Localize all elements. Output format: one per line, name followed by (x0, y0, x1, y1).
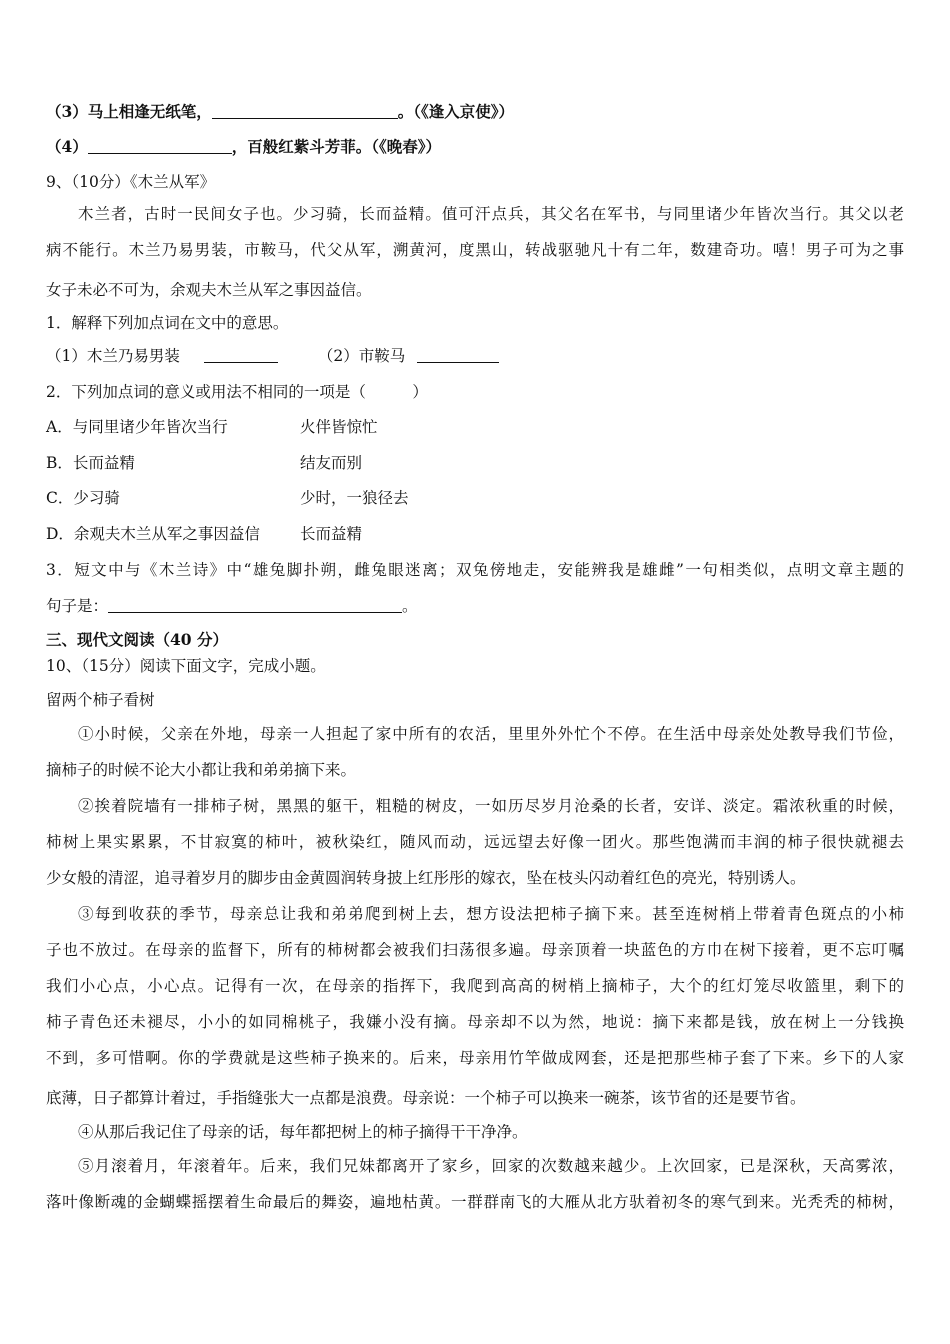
answer-blank[interactable] (212, 103, 398, 119)
article-paragraph-line: 我们小心点，小心点。记得有一次，在母亲的指挥下，我爬到高高的树梢上摘柿子，大个的红灯笼尽收篮里，剩下的 (46, 977, 904, 995)
article-paragraph-line: ④从那后我记住了母亲的话，每年都把树上的柿子摘得干干净净。 (78, 1123, 528, 1141)
question-10-header: 10、（15分）阅读下面文字，完成小题。 (46, 657, 326, 675)
passage-line: 木兰者，古时一民间女子也。少习骑，长而益精。值可汗点兵，其父名在军书，与同里诸少年皆次当行。其父以老 (78, 205, 904, 223)
option-b-right: 结友而别 (300, 454, 363, 472)
option-a-left[interactable]: A．与同里诸少年皆次当行 (46, 418, 228, 436)
poem-question-3 (46, 102, 514, 122)
option-a-right: 火伴皆惊忙 (300, 418, 378, 436)
sub1-item-a: （1）木兰乃易男装 (46, 347, 180, 365)
option-b-left[interactable]: B．长而益精 (46, 454, 135, 472)
sub3-prefix: 句子是： (46, 597, 109, 615)
article-paragraph-line: ⑤月滚着月，年滚着年。后来，我们兄妹都离开了家乡，回家的次数越来越少。上次回家，已是深秋，天高雾浓， (78, 1157, 904, 1175)
poem-q3-suffix: 。（《逢入京使》） (397, 102, 515, 121)
poem-question-4 (46, 137, 441, 157)
article-paragraph-line: 少女般的清涩，追寻着岁月的脚步由金黄圆润转身披上红彤彤的嫁衣，坠在枝头闪动着红色的亮光，特别诱人。 (46, 869, 806, 887)
poem-q3-prefix: （3）马上相逢无纸笔， (46, 102, 212, 121)
section-3-title: 三、现代文阅读（40 分） (46, 630, 228, 649)
q9-sub2: 2．下列加点词的意义或用法不相同的一项是（ ） (46, 383, 428, 401)
q9-sub1: 1．解释下列加点词在文中的意思。 (46, 314, 289, 332)
option-d-left[interactable]: D．余观夫木兰从军之事因益信 (46, 525, 260, 543)
option-c-right: 少时，一狼径去 (300, 489, 409, 507)
article-paragraph-line: 柿树上果实累累，不甘寂寞的柿叶，被秋染红，随风而动，远远望去好像一团火。那些饱满而丰润的柿子很快就褪去 (46, 833, 904, 851)
passage-line: 病不能行。木兰乃易男装，市鞍马，代父从军，溯黄河，度黑山，转战驱驰凡十有二年，数建奇功。嘻！男子可为之事 (46, 241, 904, 259)
article-paragraph-line: ③每到收获的季节，母亲总让我和弟弟爬到树上去，想方设法把柿子摘下来。甚至连树梢上带着青色斑点的小柿 (78, 905, 904, 923)
article-title: 留两个柿子看树 (46, 691, 155, 709)
sub1-item-b: （2）市鞍马 (317, 347, 406, 365)
article-paragraph-line: ②挨着院墙有一排柿子树，黑黑的躯干，粗糙的树皮，一如历尽岁月沧桑的长者，安详、淡定。霜浓秋重的时候， (78, 797, 904, 815)
article-paragraph-line: 不到，多可惜啊。你的学费就是这些柿子换来的。后来，母亲用竹竿做成网套，还是把那些柿子套了下来。乡下的人家 (46, 1049, 904, 1067)
poem-q4-suffix: ，百般红紫斗芳菲。（《晚春》） (231, 137, 442, 156)
q9-sub3-answer (46, 596, 418, 616)
passage-line: 女子未必不可为，余观夫木兰从军之事因益信。 (46, 281, 372, 299)
answer-blank[interactable] (204, 347, 278, 363)
q9-sub3: 3．短文中与《木兰诗》中“雄兔脚扑朔，雌兔眼迷离；双兔傍地走，安能辨我是雄雌”一句相类似，点明文章主题的 (46, 561, 904, 579)
answer-blank[interactable] (88, 138, 232, 154)
article-paragraph-line: 子也不放过。在母亲的监督下，所有的柿树都会被我们扫荡很多遍。母亲顶着一块蓝色的方巾在树下接着，更不忘叮嘱 (46, 941, 904, 959)
article-paragraph-line: 摘柿子的时候不论大小都让我和弟弟摘下来。 (46, 761, 357, 779)
article-paragraph-line: 柿子青色还未褪尽，小小的如同棉桃子，我嫌小没有摘。母亲却不以为然，地说：摘下来都是钱，放在树上一分钱换 (46, 1013, 904, 1031)
option-d-right: 长而益精 (300, 525, 363, 543)
answer-blank[interactable] (417, 347, 499, 363)
q9-sub1-items (46, 346, 499, 366)
option-c-left[interactable]: C．少习骑 (46, 489, 120, 507)
article-paragraph-line: 落叶像断魂的金蝴蝶摇摆着生命最后的舞姿，遍地枯黄。一群群南飞的大雁从北方驮着初冬的寒气到来。光秃秃的柿树， (46, 1193, 904, 1211)
answer-blank[interactable] (108, 597, 402, 613)
sub3-suffix: 。 (402, 597, 418, 615)
article-paragraph-line: 底薄，日子都算计着过，手指缝张大一点都是浪费。母亲说：一个柿子可以换来一碗茶，该节省的还是要节省。 (46, 1089, 806, 1107)
poem-q4-prefix: （4） (46, 137, 88, 156)
question-9-header: 9、（10分）《木兰从军》 (46, 173, 216, 191)
article-paragraph-line: ①小时候，父亲在外地，母亲一人担起了家中所有的农活，里里外外忙个不停。在生活中母亲处处教导我们节俭， (78, 725, 904, 743)
